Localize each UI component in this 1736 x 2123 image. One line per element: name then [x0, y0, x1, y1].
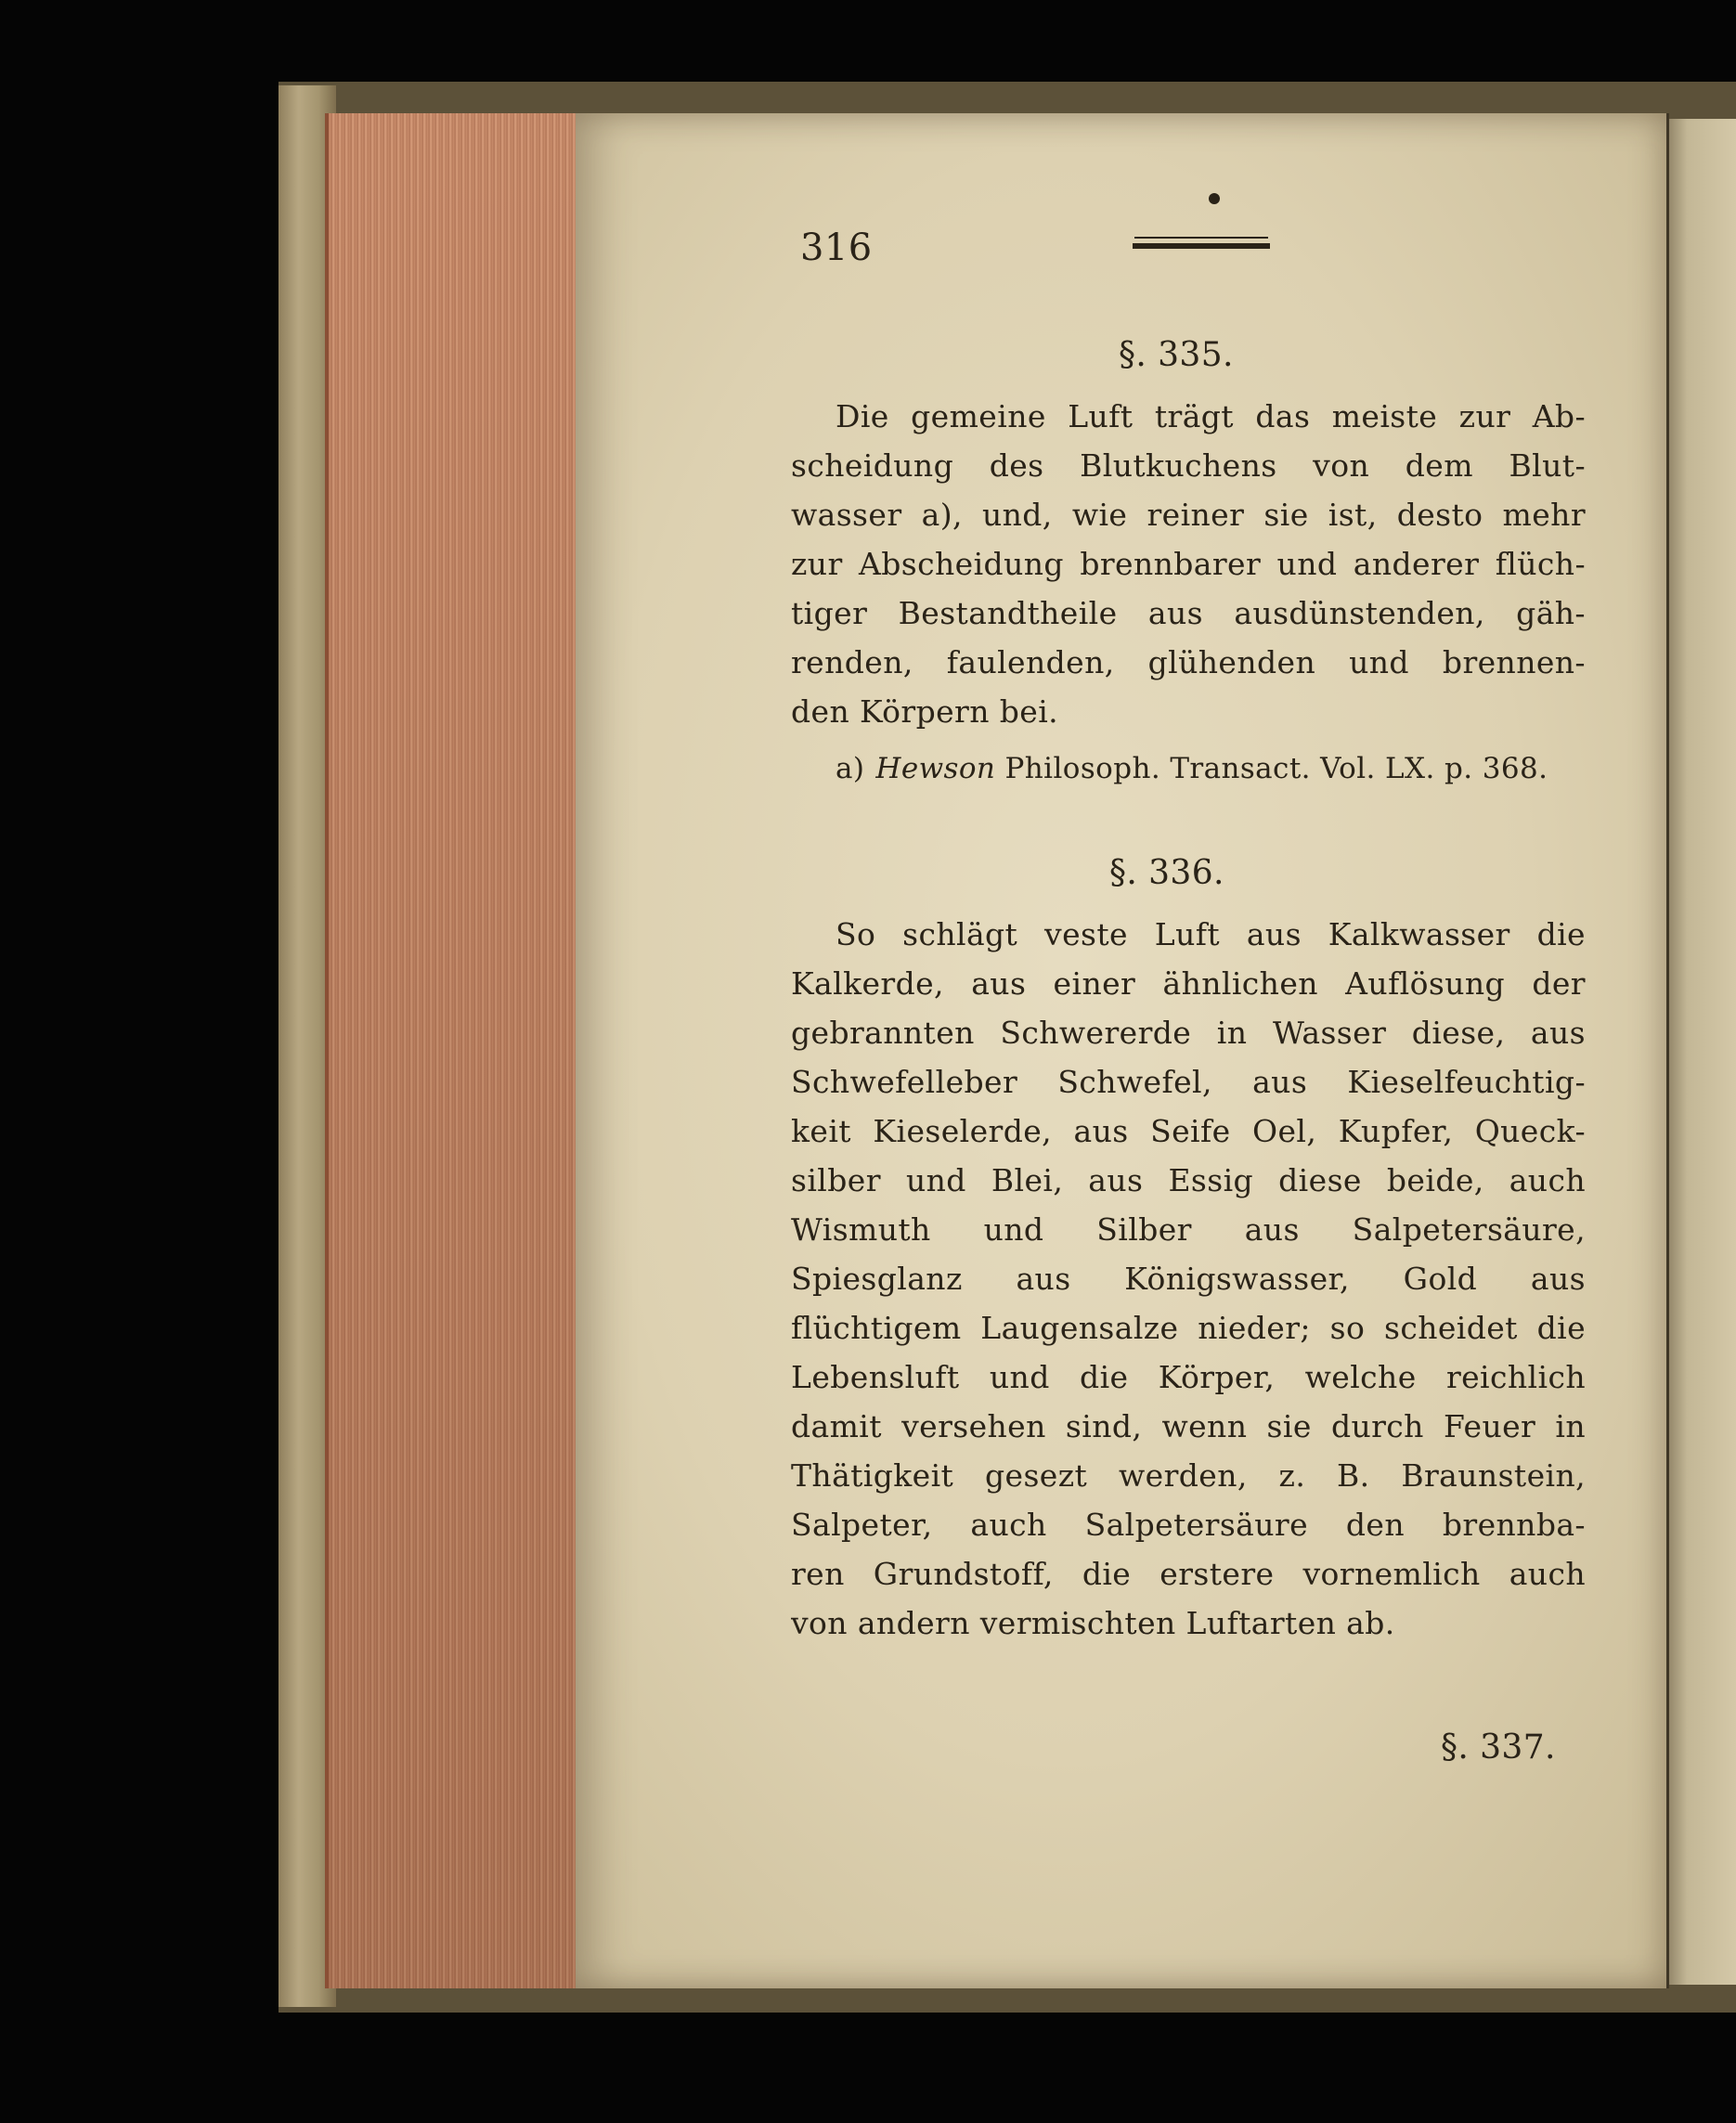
text-line: gebrannten Schwererde in Wasser diese, aus — [791, 1015, 1586, 1051]
text-line: Salpeter, auch Salpetersäure den brennba- — [791, 1507, 1586, 1543]
text-line: wasser a), und, wie reiner sie ist, desto mehr — [791, 497, 1586, 533]
footnote-citation: Philosoph. Transact. Vol. LX. p. 368. — [1004, 752, 1548, 785]
text-line: von andern vermischten Luftarten ab. — [791, 1605, 1395, 1641]
text-line: Thätigkeit gesezt werden, z. B. Braunstein, — [791, 1457, 1586, 1494]
facing-page-edge — [1666, 119, 1736, 1985]
section-heading-336: §. 336. — [1109, 854, 1224, 892]
text-line: Wismuth und Silber aus Salpetersäure, — [791, 1211, 1586, 1248]
page-edges-stack — [325, 113, 579, 1988]
header-rule — [1133, 243, 1270, 249]
ornament-dot — [1209, 193, 1220, 204]
text-line: keit Kieselerde, aus Seife Oel, Kupfer, Queck- — [791, 1113, 1586, 1149]
text-line: Lebensluft und die Körper, welche reichlich — [791, 1359, 1586, 1395]
footnote-author: Hewson — [875, 752, 996, 785]
gutter-line — [1666, 113, 1669, 1988]
text-line: scheidung des Blutkuchens von dem Blut- — [791, 447, 1586, 484]
catchword: §. 337. — [1441, 1728, 1556, 1767]
text-line: den Körpern bei. — [791, 693, 1059, 730]
text-line: Kalkerde, aus einer ähnlichen Auflösung der — [791, 965, 1586, 1002]
text-line: Die gemeine Luft trägt das meiste zur Ab- — [836, 398, 1586, 434]
text-line: damit versehen sind, wenn sie durch Feuer in — [791, 1408, 1586, 1444]
text-line: zur Abscheidung brennbarer und anderer flüch- — [791, 546, 1586, 582]
text-line: ren Grundstoff, die erstere vornemlich auch — [791, 1556, 1586, 1592]
page-number: 316 — [800, 227, 873, 269]
text-line: tiger Bestandtheile aus ausdünstenden, gäh- — [791, 595, 1586, 631]
text-line: silber und Blei, aus Essig diese beide, auch — [791, 1162, 1586, 1198]
footnote — [836, 752, 1586, 785]
text-line: renden, faulenden, glühenden und brennen- — [791, 644, 1586, 680]
footnote-marker: a) — [836, 752, 865, 785]
text-line: flüchtigem Laugensalze nieder; so scheidet die — [791, 1310, 1586, 1346]
paragraph-335 — [791, 392, 1586, 736]
text-line: Spiesglanz aus Königswasser, Gold aus — [791, 1261, 1586, 1297]
text-line: Schwefelleber Schwefel, aus Kieselfeuchtig- — [791, 1064, 1586, 1100]
paragraph-336 — [791, 910, 1586, 1648]
text-line: So schlägt veste Luft aus Kalkwasser die — [836, 916, 1586, 952]
section-heading-335: §. 335. — [1119, 336, 1234, 374]
